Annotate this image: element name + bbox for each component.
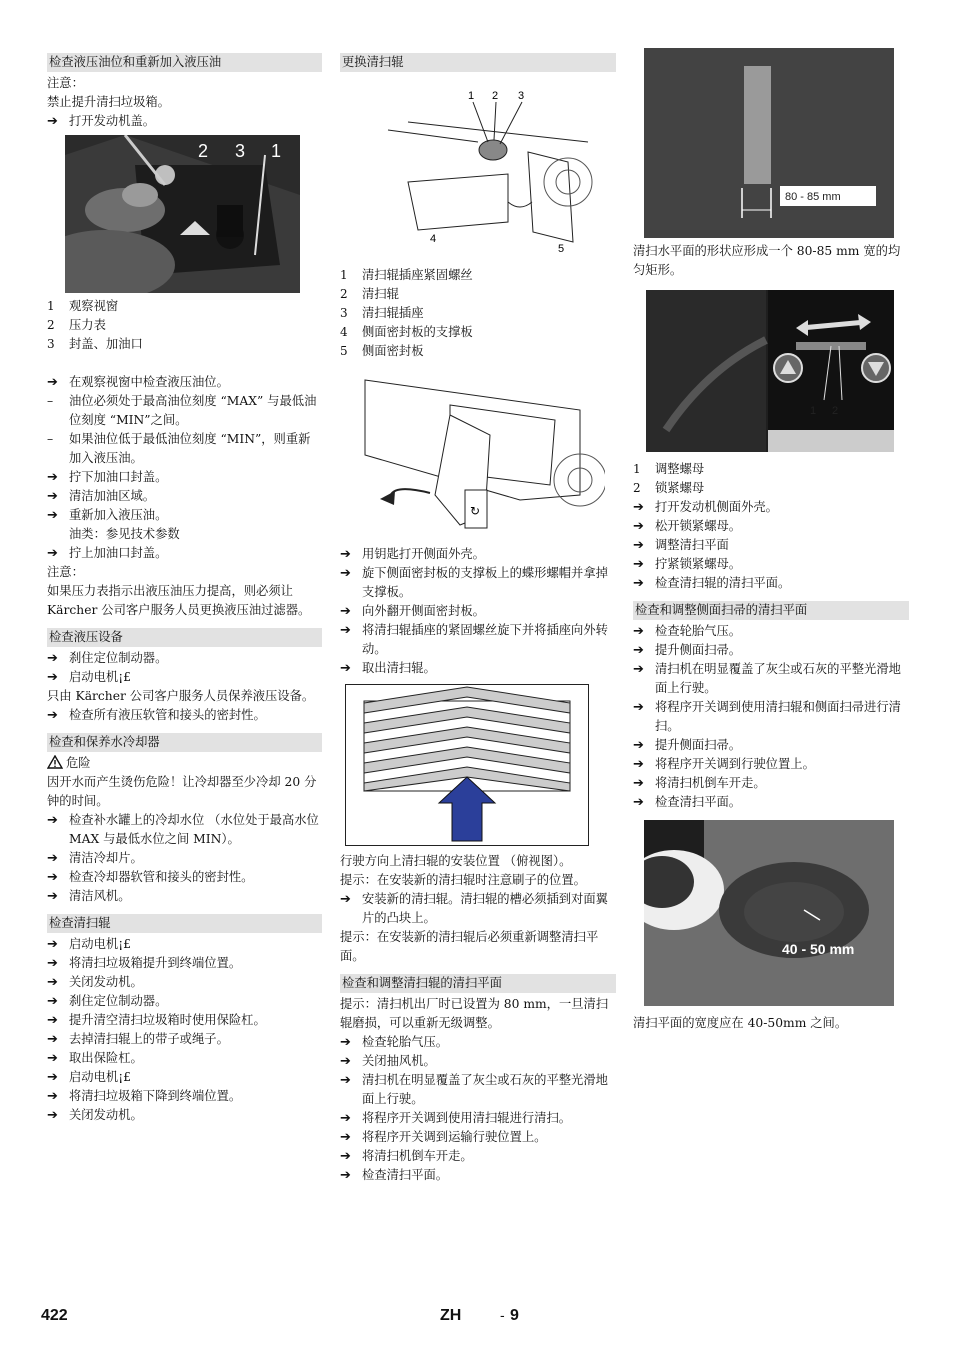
list-item: ➔ 提升侧面扫帚。 [633,643,742,658]
fig-label-3: 3 [235,141,246,161]
list-item: ➔ 清扫机在明显覆盖了灰尘或石灰的平整光滑地面上行驶。 [340,1073,608,1106]
footer-dash: - [500,1307,505,1323]
note-label: 注意： [47,76,84,90]
replace-roller-steps [340,545,616,678]
svg-text:↻: ↻ [470,504,481,518]
list-item: ➔ 检查冷却器软管和接头的密封性。 [47,870,254,885]
list-item: ➔ 松开锁紧螺母。 [633,519,742,534]
list-item: ➔ 检查所有液压软管和接头的密封性。 [47,708,266,723]
photo2-label-2: 2 [832,405,839,417]
list-item: ➔ 启动电机¡£ [47,1070,131,1085]
list-item: ➔ 取出保险杠。 [47,1051,143,1066]
roller-drawing-1 [358,82,598,258]
legend-list-nuts [633,460,909,498]
fig-label-1: 1 [271,141,282,161]
section-title-replace-roller: 更换清扫辊 [340,53,616,72]
fig-label-2: 2 [492,90,499,102]
list-item: ➔ 将程序开关调到使用清扫辊和侧面扫帚进行清扫。 [633,700,901,733]
sweep-pattern-photo [644,48,894,238]
list-item: ➔ 取出清扫辊。 [340,661,436,676]
section-title-hydraulic-oil: 检查液压油位和重新加入液压油 [47,53,322,72]
adjust-steps [633,498,909,593]
caption-width: 清扫平面的宽度应在 40-50mm 之间。 [633,1016,848,1030]
list-item: ➔ 关闭发动机。 [47,1108,143,1123]
hint2: 提示：在安装新的清扫辊后必须重新调整清扫平面。 [340,930,599,963]
list-item: ➔ 检查清扫平面。 [340,1168,449,1183]
list-item: ➔ 拧紧锁紧螺母。 [633,557,742,572]
roller-plane-steps [340,1033,616,1185]
list-item: ➔ 刹住定位制动器。 [47,994,168,1009]
list-item: ➔ 检查轮胎气压。 [633,624,742,639]
list-item: ➔ 将清扫机倒车开走。 [340,1149,473,1164]
list-item: ➔ 在观察视窗中检查液压油位。 [47,375,229,390]
orientation-caption: 行驶方向上清扫辊的安装位置 （俯视图）。 [340,854,572,868]
caption-rectangle: 清扫水平面的形状应形成一个 80-85 mm 宽的均匀矩形。 [633,244,901,277]
list-item: ➔ 清洁冷却片。 [47,851,143,866]
list-item: ➔ 关闭发动机。 [47,975,143,990]
list-item: ➔ 将清扫辊插座的紧固螺丝旋下并将插座向外转动。 [340,623,608,656]
fig-label-1: 1 [468,90,475,102]
side-broom-photo [644,820,894,1006]
column-3 [633,48,909,1033]
hydraulic-oil-steps [47,373,322,563]
section-title-water-cooler: 检查和保养水冷却器 [47,733,322,752]
fig-label-5: 5 [558,243,565,255]
list-item: ➔ 拧上加油口封盖。 [47,546,168,561]
list-item: ➔ 用钥匙打开侧面外壳。 [340,547,485,562]
photo1-label: 80 - 85 mm [785,191,841,203]
list-item: ➔ 安装新的清扫辊。清扫辊的槽必须插到对面翼片的凸块上。 [340,892,608,925]
list-item: ➔ 启动电机¡£ [47,937,131,952]
side-seal-drawing [340,375,605,535]
language-code: ZH [440,1307,462,1324]
list-item: ➔ 刹住定位制动器。 [47,651,168,666]
section-title-side-broom: 检查和调整侧面扫帚的清扫平面 [633,601,909,620]
list-item: ➔ 将程序开关调到行驶位置上。 [633,757,815,772]
photo3-label: 40 - 50 mm [782,941,855,957]
warning-triangle-icon [47,755,63,769]
list-item: ➔ 将清扫垃圾箱下降到终端位置。 [47,1089,242,1104]
list-item: ➔ 提升清空清扫垃圾箱时使用保险杠。 [47,1013,266,1028]
list-item: ➔ 关闭抽风机。 [340,1054,436,1069]
list-item: ➔ 将程序开关调到使用清扫辊进行清扫。 [340,1111,572,1126]
list-item: 油类：参见技术参数 [69,527,180,541]
list-item: ➔ 将程序开关调到运输行驶位置上。 [340,1130,547,1145]
photo2-label-1: 1 [810,405,817,417]
note-text: 禁止提升清扫垃圾箱。 [47,95,170,109]
list-item: 5 侧面密封板 [340,344,424,358]
fig-label-2: 2 [198,141,209,161]
note2-text: 如果压力表指示出液压油压力提高，则必须让 Kärcher 公司客户服务人员更换液压油过滤器。 [47,584,311,617]
list-item: ➔ 将清扫机倒车开走。 [633,776,766,791]
fig-label-4: 4 [430,233,437,245]
danger-text: 因开水而产生烫伤危险！让冷却器至少冷却 20 分钟的时间。 [47,775,317,808]
list-item: ➔ 旋下侧面密封板的支撑板上的蝶形螺帽并拿掉支撑板。 [340,566,608,599]
list-item: ➔ 打开发动机侧面外壳。 [633,500,778,515]
list-item: 3 封盖、加油口 [47,337,143,351]
adjust-nut-photo [646,290,894,452]
section-title-check-roller: 检查清扫辊 [47,914,322,933]
section-page: 9 [510,1307,519,1324]
list-item: ➔ 去掉清扫辊上的带子或绳子。 [47,1032,229,1047]
section-title-hydraulic-system: 检查液压设备 [47,628,322,647]
list-item: – 油位必须处于最高油位刻度 “MAX” 与最低油位刻度 “MIN”之间。 [47,394,317,427]
list-item: 3 清扫辊插座 [340,306,424,320]
list-item: 2 锁紧螺母 [633,481,705,495]
list-item: 2 清扫辊 [340,287,399,301]
list-item: ➔ 检查轮胎气压。 [340,1035,449,1050]
check-roller-steps [47,935,322,1125]
legend-list-roller [340,266,616,361]
list-item: – 如果油位低于最低油位刻度 “MIN”，则重新加入液压油。 [47,432,311,465]
roller-orientation-diagram [345,684,589,846]
list-item: 1 观察视窗 [47,299,119,313]
section-title-roller-plane: 检查和调整清扫辊的清扫平面 [340,974,616,993]
list-item: 4 侧面密封板的支撑板 [340,325,473,339]
page-number: 422 [41,1307,68,1324]
list-item: 1 清扫辊插座紧固螺丝 [340,268,473,282]
list-item: ➔ 提升侧面扫帚。 [633,738,742,753]
side-broom-steps [633,622,909,812]
list-item: 2 压力表 [47,318,106,332]
list-item: ➔ 检查清扫辊的清扫平面。 [633,576,791,591]
list-item: ➔ 清洁加油区域。 [47,489,156,504]
hydraulic-para: 只由 Kärcher 公司客户服务人员保养液压设备。 [47,689,315,703]
list-item: ➔ 检查清扫平面。 [633,795,742,810]
note2-label: 注意： [47,565,84,579]
list-item: ➔ 调整清扫平面 [633,538,729,553]
column-1 [47,53,322,1125]
list-item: 1 调整螺母 [633,462,705,476]
list-item: ➔ 向外翻开侧面密封板。 [340,604,485,619]
list-item: ➔ 清扫机在明显覆盖了灰尘或石灰的平整光滑地面上行驶。 [633,662,901,695]
hint1: 提示：在安装新的清扫辊时注意刷子的位置。 [340,873,586,887]
legend-list [47,297,322,354]
list-item: ➔ 检查补水罐上的冷却水位 （水位处于最高水位 MAX 与最低水位之间 MIN）。 [47,813,319,846]
list-item: ➔ 清洁风机。 [47,889,131,904]
column-2 [340,53,616,1185]
danger-line: 危险 [47,754,322,773]
hydraulic-tank-photo [65,135,300,293]
roller-plane-hint: 提示：清扫机出厂时已设置为 80 mm，一旦清扫辊磨损，可以重新无级调整。 [340,997,609,1030]
fig-label-3: 3 [518,90,525,102]
list-item: ➔ 将清扫垃圾箱提升到终端位置。 [47,956,242,971]
list-item: ➔ 拧下加油口封盖。 [47,470,168,485]
list-item: ➔ 重新加入液压油。 [47,508,168,523]
step-open-hood: ➔ 打开发动机盖。 [47,114,156,129]
list-item: ➔ 启动电机¡£ [47,670,131,685]
